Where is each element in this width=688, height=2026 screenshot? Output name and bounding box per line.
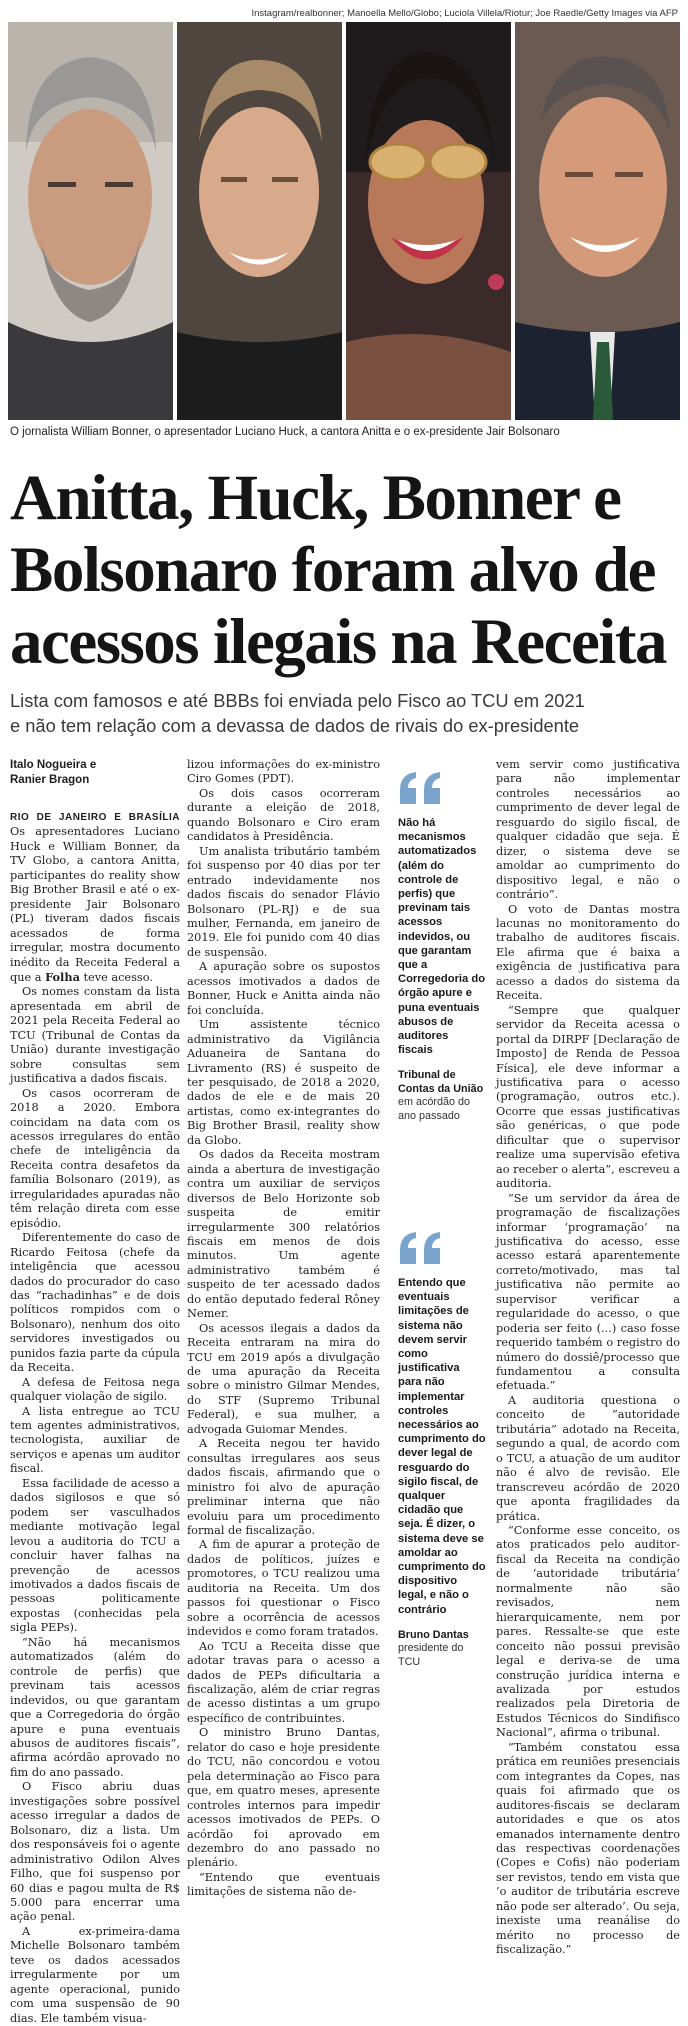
subheadline (10, 688, 680, 738)
pull-quote-2 (398, 1230, 486, 1669)
paragraph: “Não há mecanismos automatizados (além do controle de perfis) que previnam tais acessos indevidos, ou que garantam que a Corregedoria do órgão apure e puna eventuais abusos de auditores fiscais”, afirma acórdão aprovado no fim do ano passado. (10, 1635, 180, 1779)
quote-text: Não há mecanismos automatizados (além do controle de perfis) que previnam tais acessos indevidos, ou que garantam que a Corregedoria do órgão apure e puna eventuais abusos de auditores fiscais (398, 817, 486, 1057)
paragraph: “Entendo que eventuais limitações de sistema não de- (187, 1870, 380, 1899)
paragraph: Os dados da Receita mostram ainda a abertura de investigação contra um auxiliar de serviços diversos de Belo Horizonte sob suspeita de emitir irregularmente 300 relatórios fiscais em menos de dois minutos. Um agente administrativo também é suspeito de ter acessado dados do então deputado federal Rôney Nemer. (187, 1148, 380, 1321)
quote-mark-icon (398, 1230, 444, 1266)
paragraph: Essa facilidade de acesso a dados sigilosos e que só podem ser vasculhados mediante motivação legal levou a auditoria do TCU a concluir haver falhas na prevenção de acessos imotivados a dados fiscais de pessoas politicamente expostas (conhecidas pela sigla PEPs). (10, 1476, 180, 1635)
quote-attribution: Tribunal de Contas da União (398, 1069, 484, 1095)
newspaper-name: Folha (45, 969, 80, 984)
paragraph: Um analista tributário também foi suspenso por 40 dias por ter entrado indevidamente nos dados fiscais do senador Flávio Bolsonaro (PL-RJ) e de sua mulher, Fernanda, em janeiro de 2019. Ele foi punido com 40 dias de suspensão. (187, 844, 380, 959)
portrait-bonner-image (8, 22, 173, 420)
pull-quote-1 (398, 770, 486, 1123)
paragraph: “Se um servidor da área de programação de fiscalizações informar ‘programação’ na justificativa do acesso, esse acesso estará aparentemente correto/motivado, mas tal justificativa não permite ao supervisor verificar a regularidade do acesso, o que poderia ser feito (...) caso fosse requerido também o registro do número do dossiê/processo que fundamentou a consulta efetuada.” (496, 1191, 680, 1393)
paragraph: A lista entregue ao TCU tem agentes administrativos, tecnologista, auxiliar de serviços e apenas um auditor fiscal. (10, 1404, 180, 1476)
headline-line-2: Bolsonaro foram alvo de (10, 534, 655, 606)
article-column-4 (496, 758, 680, 1958)
paragraph: vem servir como justificativa para não implementar controles necessários ao cumprimento de dever legal de resguardo do sigilo fiscal, de qualquer cidadão que seja. É dizer, o sistema deve se amoldar ao cumprimento do dispositivo legal, e não o contrário”. (496, 758, 680, 902)
paragraph: “Também constatou essa prática em reuniões presenciais com integrantes da Copes, nas quais foi afirmado que os auditores-fiscais se declaram autoridades e que os atos emanados internamente dentro das respectivas coordenações (Copes e Cofis) não poderiam ser revistos, tendo em vista que ‘o auditor de tributária escreve não pode ser alterado’. Ou seja, inexiste uma reanálise do mérito no processo de fiscalização.” (496, 1740, 680, 1957)
photo-credit: Instagram/realbonner; Manoella Mello/Globo; Luciola Villela/Riotur; Joe Raedle/Getty Images via AFP (251, 8, 678, 19)
paragraph: O voto de Dantas mostra lacunas no monitoramento do trabalho de auditores fiscais. Ele afirma que é baixa a exigência de justificativa para acesso a dados do sistema da Receita. (496, 902, 680, 1003)
photo-luciano-huck (177, 22, 342, 420)
paragraph: A apuração sobre os supostos acessos imotivados a dados de Bonner, Huck e Anitta ainda não foi concluída. (187, 960, 380, 1017)
quote-attribution: Bruno Dantas (398, 1628, 469, 1641)
headline-line-1: Anitta, Huck, Bonner e (10, 462, 621, 534)
photo-strip (8, 22, 680, 420)
paragraph: A auditoria questiona o conceito de “autoridade tributária” adotado na Receita, segundo a qual, de acordo com o TCU, a atuação de um auditor não é alvo de revisão. Ele transcreveu acórdão de 2020 que aponta fragilidades da prática. (496, 1393, 680, 1523)
paragraph: Os nomes constam da lista apresentada em abril de 2021 pela Receita Federal ao TCU (Tribunal de Contas da União) durante investigação sobre consultas sem justificativa a dados fiscais. (10, 985, 180, 1086)
paragraph: A Receita negou ter havido consultas irregulares aos seus dados fiscais, afirmando que o ministro foi alvo de apuração preliminar interna que não evoluiu para um procedimento formal de fiscalização. (187, 1437, 380, 1538)
paragraph: A ex-primeira-dama Michelle Bolsonaro também teve os dados acessados irregularmente por um agente operacional, punido com uma suspensão de 90 dias. Ele também visua- (10, 1924, 180, 2025)
byline-author-1: Italo Nogueira e (10, 759, 97, 771)
portrait-bolsonaro-image (515, 22, 680, 420)
quote-text: Entendo que eventuais limitações de sistema não devem servir como justificativa para não implementar controles necessários ao cumprimento do dever legal de resguardo do sigilo fiscal, de qualquer cidadão que seja. É dizer, o sistema deve se amoldar ao cumprimento do dispositivo legal, e não o contrário (398, 1277, 486, 1616)
paragraph: A defesa de Feitosa nega qualquer violação de sigilo. (10, 1375, 180, 1404)
photo-william-bonner (8, 22, 173, 420)
paragraph: O ministro Bruno Dantas, relator do caso e hoje presidente do TCU, não concordou e votou pela determinação ao Fisco para que, em quatro meses, apresente controles internos para impedir acessos imotivados de PEPs. O acórdão foi aprovado em dezembro do ano passado no plenário. (187, 1726, 380, 1870)
lead-paragraph: RIO DE JANEIRO E BRASÍLIA Os apresentadores Luciano Huck e William Bonner, da TV Globo, a cantora Anitta, participantes do reality show Big Brother Brasil e até o ex-presidente Jair Bolsonaro (PL) tiveram dados fiscais acessados de forma irregular, mostra documento inédito da Receita Federal a que a Folha teve acesso. (10, 812, 180, 984)
paragraph: Um assistente técnico administrativo da Vigilância Aduaneira de Santana do Livramento (RS) é suspeito de ter pesquisado, de 2018 a 2020, dados de ele e de mais 20 artistas, como ex-integrantes do Big Brother Brasil, reality show da Globo. (187, 1018, 380, 1147)
photo-caption: O jornalista William Bonner, o apresentador Luciano Huck, a cantora Anitta e o ex-presidente Jair Bolsonaro (10, 426, 560, 438)
dateline: RIO DE JANEIRO E BRASÍLIA (10, 812, 180, 823)
paragraph: lizou informações do ex-ministro Ciro Gomes (PDT). (187, 758, 380, 786)
paragraph: “Sempre que qualquer servidor da Receita acessa o portal da DIRPF [Declaração de Imposto] de Renda de Pessoa Física], ele deve informar a justificativa para o acesso (programação, outros etc.). Ocorre que essas justificativas são genéricas, o que pode dificultar que o supervisor realize uma supervisão efetiva ao receber o alerta”, escreveu a auditoria. (496, 1003, 680, 1191)
subhead-line-2: e não tem relação com a devassa de dados de rivais do ex-presidente (10, 715, 580, 736)
portrait-huck-image (177, 22, 342, 420)
paragraph: Diferentemente do caso de Ricardo Feitosa (chefe da inteligência que acessou dados do procurador do caso das “rachadinhas” e de dois políticos rompidos com o Bolsonaro), nenhum dos oito servidores investigados ou punidos fazia parte da cúpula da Receita. (10, 1231, 180, 1375)
byline (10, 758, 180, 788)
article-column-1 (10, 758, 180, 2026)
quote-attribution-role: presidente do TCU (398, 1642, 464, 1668)
paragraph: A fim de apurar a proteção de dados de políticos, juízes e promotores, o TCU realizou uma auditoria na Receita. Um dos passos foi questionar o Fisco sobre a ocorrência de acessos indevidos e como foram tratados. (187, 1538, 380, 1639)
headline-line-3: acessos ilegais na Receita (10, 606, 667, 678)
paragraph: Os dois casos ocorreram durante a eleição de 2018, quando Bolsonaro e Ciro eram candidatos à Presidência. (187, 786, 380, 844)
quote-mark-icon (398, 770, 444, 806)
paragraph: Os acessos ilegais a dados da Receita entraram na mira do TCU em 2019 após a divulgação de uma apuração da Receita sobre o ministro Gilmar Mendes, do STF (Supremo Tribunal Federal), e sua mulher, a advogada Guiomar Mendes. (187, 1321, 380, 1436)
subhead-line-1: Lista com famosos e até BBBs foi enviada pelo Fisco ao TCU em 2021 (10, 690, 585, 711)
headline (10, 462, 680, 678)
portrait-anitta-image (346, 22, 511, 420)
photo-anitta (346, 22, 511, 420)
byline-author-2: Ranier Bragon (10, 774, 90, 786)
quote-attribution-role: em acórdão do ano passado (398, 1096, 471, 1122)
paragraph: O Fisco abriu duas investigações sobre possível acesso irregular a dados de Bolsonaro, diz a lista. Um dos responsáveis foi o agente administrativo Odilon Alves Filho, que foi suspenso por 60 dias e pagou multa de R$ 5.000 para encerrar uma ação penal. (10, 1780, 180, 1924)
paragraph: “Conforme esse conceito, os atos praticados pelo auditor-fiscal da Receita na condição de ‘autoridade tributária’ normalmente não são revisados, nem hierarquicamente, nem por pares. Ressalte-se que este conceito não possui previsão legal e deriva-se de uma construção jurídica interna e avalizada por estudos realizados pela Diretoria de Estudos Técnicos do Sindifisco Nacional”, afirma o tribunal. (496, 1524, 680, 1740)
paragraph: Os casos ocorreram de 2018 a 2020. Embora coincidam na data com os acessos irregulares do então chefe de inteligência da Receita contra desafetos da família Bolsonaro (2019), as irregularidades apuradas não têm relação direta com esse episódio. (10, 1086, 180, 1230)
article-column-2 (187, 758, 380, 1900)
photo-jair-bolsonaro (515, 22, 680, 420)
paragraph: Ao TCU a Receita disse que adotar travas para o acesso a dados de PEPs dificultaria a fiscalização, além de criar regras de acesso distintas a um grupo específico de contribuintes. (187, 1639, 380, 1725)
